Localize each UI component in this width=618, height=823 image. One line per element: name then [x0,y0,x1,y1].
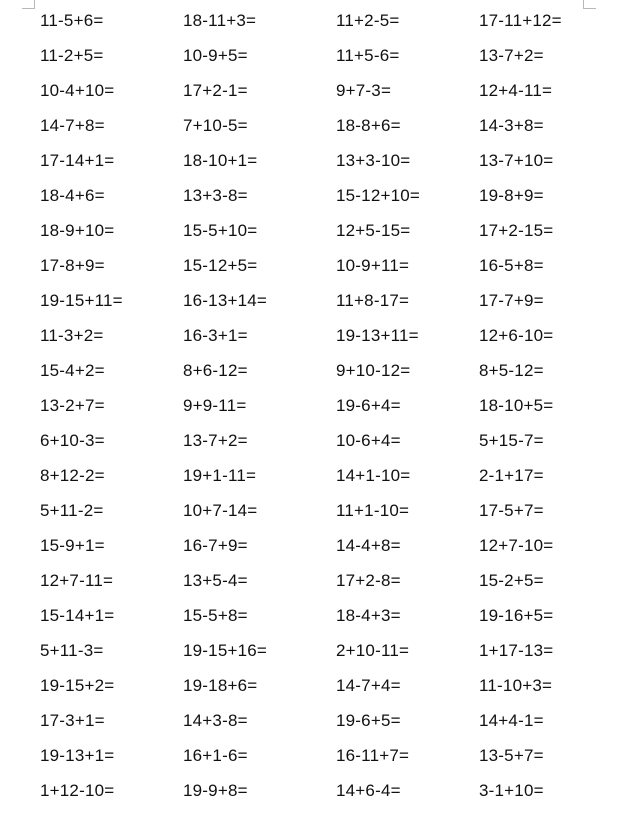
math-problem: 14-3+8= [479,116,544,135]
math-problem: 11-3+2= [40,326,104,345]
math-problem: 19-15+11= [40,291,123,310]
math-problem: 11+2-5= [336,11,400,30]
math-problem: 18-10+5= [479,396,554,415]
math-problem: 8+12-2= [40,466,105,485]
math-problem: 15-12+10= [336,186,421,205]
math-problem: 19-6+5= [336,711,401,730]
math-problem: 11+8-17= [336,291,410,310]
math-problem: 16-5+8= [479,256,544,275]
math-problem: 5+11-2= [40,501,104,520]
math-problem: 17+2-8= [336,571,401,590]
math-problem: 19-9+8= [183,781,248,800]
math-problem: 12+7-11= [40,571,114,590]
math-problem: 13+5-4= [183,571,248,590]
math-problem: 16-7+9= [183,536,248,555]
math-problem: 10-4+10= [40,81,115,100]
math-problem: 6+10-3= [40,431,105,450]
math-problem: 17-7+9= [479,291,544,310]
math-problem: 13+3-10= [336,151,411,170]
math-problem: 16-13+14= [183,291,268,310]
math-problem: 14+6-4= [336,781,401,800]
math-problem: 9+7-3= [336,81,392,100]
math-problem: 12+4-11= [479,81,553,100]
math-problem: 8+5-12= [479,361,544,380]
math-problem: 15-5+10= [183,221,258,240]
math-problem: 3-1+10= [479,781,544,800]
math-problem: 18-4+6= [40,186,105,205]
math-problem: 19-15+2= [40,676,115,695]
math-problem: 1+12-10= [40,781,115,800]
math-problem: 2-1+17= [479,466,544,485]
math-problem: 11+1-10= [336,501,410,520]
math-problem: 13-7+10= [479,151,554,170]
math-problem: 5+15-7= [479,431,544,450]
math-problem: 16+1-6= [183,746,248,765]
math-problem: 19+1-11= [183,466,257,485]
math-problem: 17-5+7= [479,501,544,520]
math-problem: 18-4+3= [336,606,401,625]
math-problem: 10-9+11= [336,256,410,275]
math-problem: 14-7+4= [336,676,401,695]
math-problem: 16-11+7= [336,746,410,765]
math-problem: 7+10-5= [183,116,248,135]
math-problem: 19-15+16= [183,641,268,660]
math-problem: 10-6+4= [336,431,401,450]
math-problem: 13-7+2= [183,431,248,450]
math-problem: 14+1-10= [336,466,411,485]
math-problem: 15-4+2= [40,361,105,380]
math-problem: 18-9+10= [40,221,115,240]
math-problem: 9+9-11= [183,396,247,415]
math-problem: 15-2+5= [479,571,544,590]
math-problem: 13+3-8= [183,186,248,205]
math-problem: 15-12+5= [183,256,258,275]
problem-grid [40,9,600,814]
math-problem: 18-10+1= [183,151,258,170]
math-problem: 16-3+1= [183,326,248,345]
math-problem: 11+5-6= [336,46,400,65]
math-problem: 17-14+1= [40,151,115,170]
math-problem: 12+6-10= [479,326,554,345]
math-problem: 13-2+7= [40,396,105,415]
math-problem: 15-14+1= [40,606,115,625]
math-problem: 18-8+6= [336,116,401,135]
math-problem: 11-2+5= [40,46,104,65]
math-problem: 10+7-14= [183,501,258,520]
math-problem: 15-9+1= [40,536,105,555]
math-problem: 17-8+9= [40,256,105,275]
crop-mark-right [583,0,596,9]
math-problem: 12+7-10= [479,536,554,555]
math-problem: 11-5+6= [40,11,104,30]
math-problem: 19-18+6= [183,676,258,695]
math-problem: 5+11-3= [40,641,104,660]
math-problem: 17+2-1= [183,81,248,100]
math-problem: 19-13+11= [336,326,419,345]
math-problem: 8+6-12= [183,361,248,380]
math-problem: 19-16+5= [479,606,554,625]
math-problem: 9+10-12= [336,361,411,380]
math-problem: 14+4-1= [479,711,544,730]
math-problem: 19-13+1= [40,746,115,765]
math-problem: 11-10+3= [479,676,553,695]
math-problem: 2+10-11= [336,641,410,660]
math-problem: 15-5+8= [183,606,248,625]
math-problem: 17-11+12= [479,11,562,30]
math-problem: 14+3-8= [183,711,248,730]
math-problem: 18-11+3= [183,11,257,30]
math-problem: 19-8+9= [479,186,544,205]
crop-mark-left [22,0,35,9]
math-problem: 12+5-15= [336,221,411,240]
math-problem: 19-6+4= [336,396,401,415]
math-problem: 14-4+8= [336,536,401,555]
math-problem: 17-3+1= [40,711,105,730]
math-problem: 17+2-15= [479,221,554,240]
math-problem: 10-9+5= [183,46,248,65]
math-problem: 13-5+7= [479,746,544,765]
math-problem: 13-7+2= [479,46,544,65]
math-problem: 1+17-13= [479,641,554,660]
math-problem: 14-7+8= [40,116,105,135]
